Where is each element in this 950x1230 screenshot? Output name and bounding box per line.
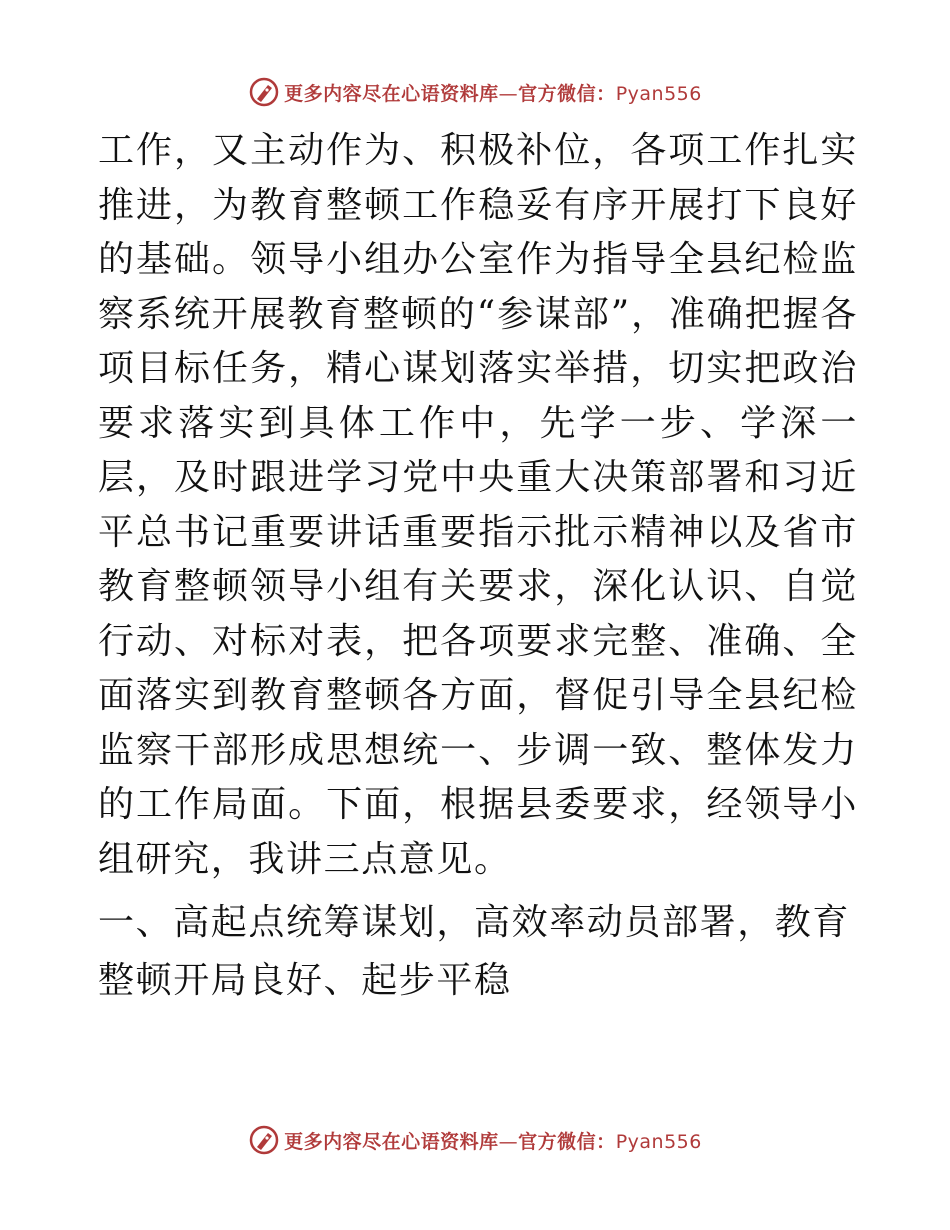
header-watermark-banner (0, 72, 950, 112)
watermark-text: 更多内容尽在心语资料库—官方微信：Pyan556 (284, 82, 702, 105)
pen-nib-circle-logo-icon (248, 76, 280, 108)
section-heading: 一、高起点统筹谋划，高效率动员部署，教育整顿开局良好、起步平稳 (98, 902, 851, 1001)
footer-watermark-banner (0, 1120, 950, 1160)
body-text-block (98, 124, 858, 887)
pen-nib-circle-logo-icon (248, 1124, 280, 1156)
body-paragraph: 工作，又主动作为、积极补位，各项工作扎实推进，为教育整顿工作稳妥有序开展打下良好的基础。领导小组办公室作为指导全县纪检监察系统开展教育整顿的“参谋部”，准确把握各项目标任务，精心谋划落实举措，切实把政治要求落实到具体工作中，先学一步、学深一层，及时跟进学习党中央重大决策部署和习近平总书记重要讲话重要指示批示精神以及省市教育整顿领导小组有关要求，深化认识、自觉行动、对标对表，把各项要求完整、准确、全面落实到教育整顿各方面，督促引导全县纪检监察干部形成思想统一、步调一致、整体发力的工作局面。下面，根据县委要求，经领导小组研究，我讲三点意见。 (98, 130, 858, 880)
watermark-text: 更多内容尽在心语资料库—官方微信：Pyan556 (284, 1130, 702, 1153)
